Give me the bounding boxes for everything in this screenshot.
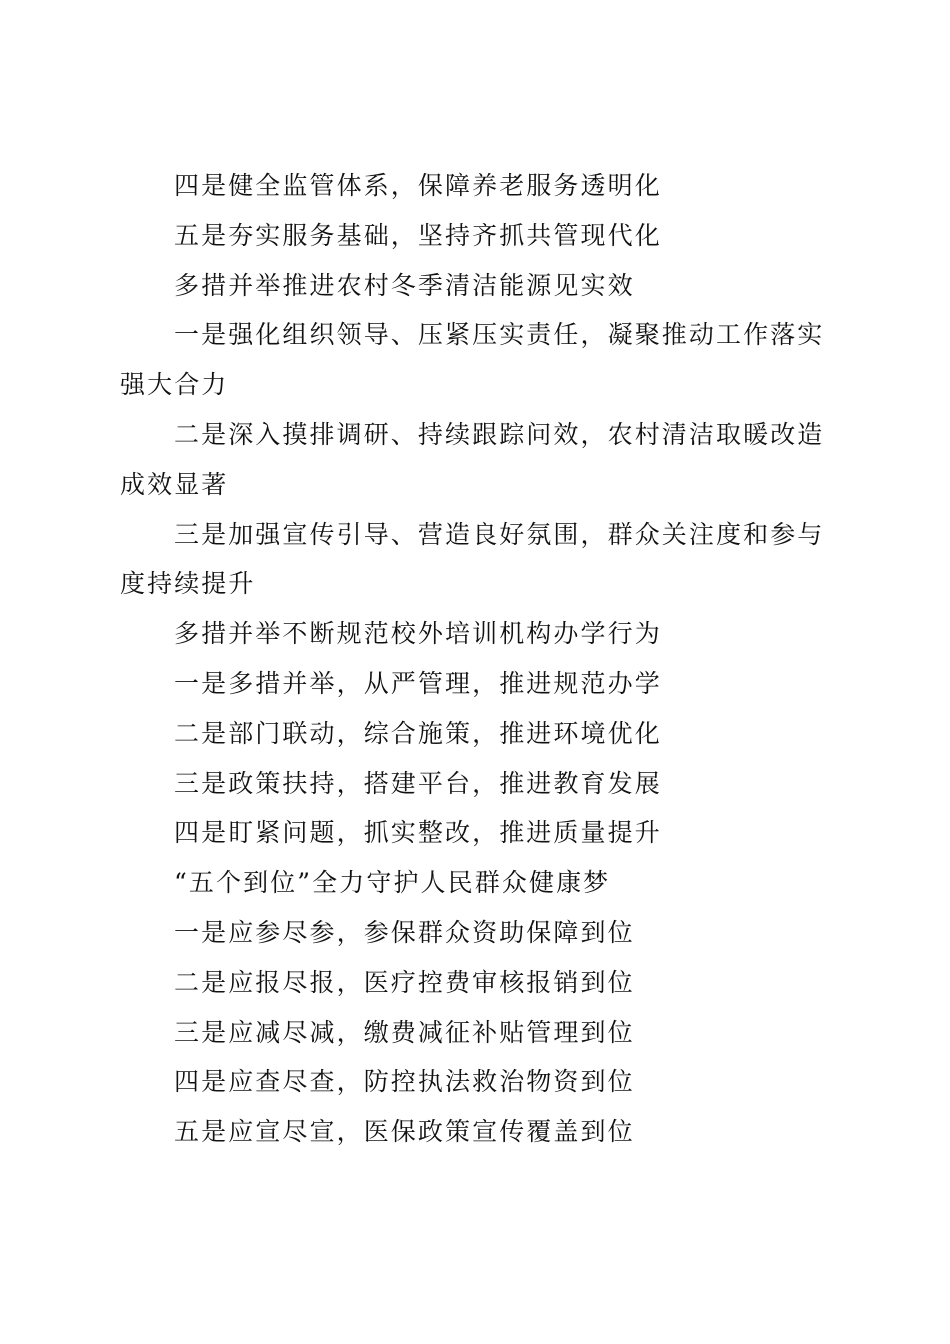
paragraph: 三是应减尽减，缴费减征补贴管理到位 [174,1017,635,1047]
section-heading: 多措并举推进农村冬季清洁能源见实效 [174,270,635,300]
section-heading: 多措并举不断规范校外培训机构办学行为 [174,619,662,649]
paragraph: 五是夯实服务基础，坚持齐抓共管现代化 [174,220,662,250]
paragraph: 四是应查尽查，防控执法救治物资到位 [174,1067,635,1097]
paragraph: 二是部门联动，综合施策，推进环境优化 [174,718,662,748]
paragraph: 四是盯紧问题，抓实整改，推进质量提升 [174,818,662,848]
paragraph: 四是健全监管体系，保障养老服务透明化 [174,171,662,200]
paragraph: 三是加强宣传引导、营造良好氛围，群众关注度和参与度持续提升 [120,519,825,599]
paragraph: 五是应宣尽宣，医保政策宣传覆盖到位 [174,1117,635,1147]
paragraph: 一是应参尽参，参保群众资助保障到位 [174,917,635,947]
paragraph: 二是应报尽报，医疗控费审核报销到位 [174,967,635,997]
paragraph: 一是强化组织领导、压紧压实责任，凝聚推动工作落实强大合力 [120,320,825,400]
section-heading: “五个到位”全力守护人民群众健康梦 [174,868,611,898]
document-body [120,161,835,1157]
paragraph: 三是政策扶持，搭建平台，推进教育发展 [174,768,662,798]
paragraph: 二是深入摸排调研、持续跟踪问效，农村清洁取暖改造成效显著 [120,419,825,499]
paragraph: 一是多措并举，从严管理，推进规范办学 [174,668,662,698]
